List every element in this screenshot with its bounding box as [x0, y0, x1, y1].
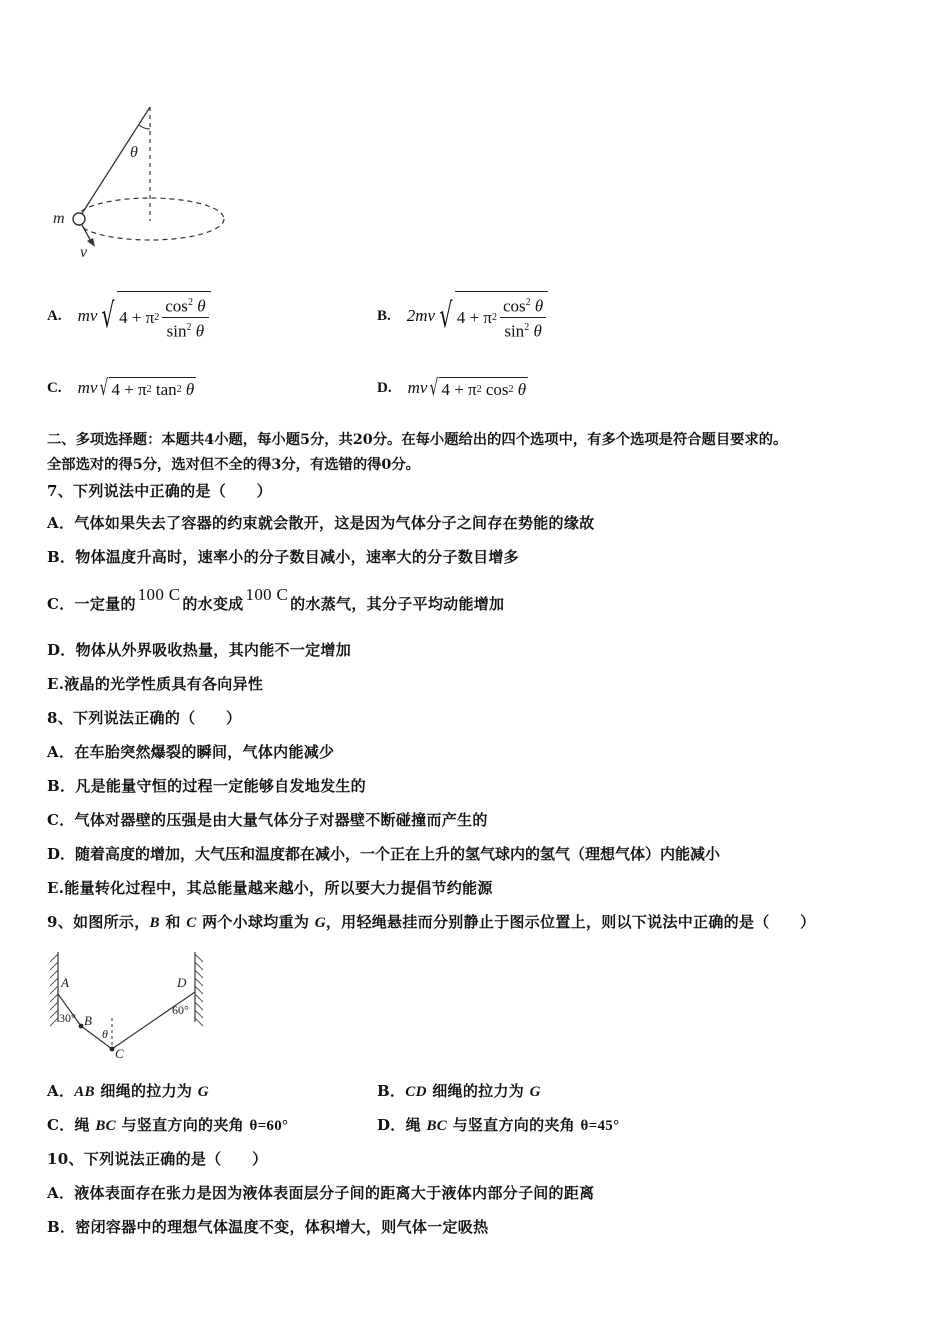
- sqrt-expression: [97, 376, 196, 401]
- mid: 细绳的拉力为: [94, 1082, 198, 1100]
- q7-stem: 7、下列说法中正确的是（ ）: [47, 482, 272, 500]
- den-var: θ: [533, 321, 542, 341]
- pi-square: 2: [476, 384, 482, 395]
- mid: 与竖直方向的夹角: [116, 1116, 250, 1134]
- radicand: [455, 291, 548, 340]
- theta-arc: [139, 125, 150, 129]
- label-c: C: [115, 1046, 124, 1061]
- q8-option-b[interactable]: B．凡是能量守恒的过程一定能够自发地发生的: [47, 777, 366, 795]
- var: AB: [74, 1084, 95, 1100]
- fn: cos: [485, 379, 509, 399]
- prefix: D．绳: [377, 1116, 427, 1134]
- label-a: A: [61, 975, 69, 990]
- prefix: C．绳: [47, 1116, 96, 1134]
- option-letter: C.: [47, 379, 62, 396]
- num-square: 2: [187, 297, 193, 309]
- radical-sign: √: [101, 296, 115, 336]
- q7-c-temp2: 100 C: [245, 585, 289, 604]
- q9-stem-mid: 两个小球均重为: [202, 913, 310, 931]
- q9-stem-post: ，用轻绳悬挂而分别静止于图示位置上，则以下说法中正确的是（ ）: [325, 913, 816, 931]
- q9-and: 和: [165, 913, 181, 931]
- q8-option-c[interactable]: C．气体对器壁的压强是由大量气体分子对器壁不断碰撞而产生的: [47, 811, 488, 829]
- q8-option-a[interactable]: A．在车胎突然爆裂的瞬间，气体内能减少: [47, 743, 335, 761]
- var: BC: [95, 1118, 116, 1134]
- section2-scoring: 全部选对的得5分，选对但不全的得3分，有选错的得0分。: [47, 457, 420, 473]
- coef: mv: [77, 378, 98, 397]
- val: θ=60°: [249, 1118, 289, 1134]
- den-square: 2: [186, 322, 192, 333]
- sqrt-expression: [427, 376, 528, 401]
- mass-ball: [73, 213, 85, 225]
- q9-option-a[interactable]: [47, 1080, 209, 1101]
- q6-option-b[interactable]: [377, 288, 548, 344]
- q6-option-a[interactable]: [47, 288, 211, 344]
- q10-option-a[interactable]: A．液体表面存在张力是因为液体表面层分子间的距离大于液体内部分子间的距离: [47, 1184, 595, 1202]
- val: θ=45°: [580, 1118, 620, 1134]
- rope-cd: [112, 992, 195, 1049]
- right-wall: [195, 952, 203, 1026]
- val: G: [529, 1084, 541, 1100]
- q6-option-c[interactable]: [47, 372, 196, 404]
- theta-label: θ: [130, 144, 138, 161]
- q7-c-temp1: 100 C: [137, 585, 181, 604]
- q7-c-pre: C．一定量的: [47, 595, 136, 613]
- ball-c: [110, 1047, 115, 1052]
- ball-b: [79, 1024, 84, 1029]
- q9-option-b[interactable]: [377, 1080, 541, 1101]
- sqrt-expression: [435, 291, 548, 340]
- under: 4 + π: [441, 379, 477, 399]
- option-letter: B.: [377, 307, 391, 324]
- q7-c-post: 的水蒸气，其分子平均动能增加: [290, 595, 505, 613]
- option-letter: A.: [47, 307, 62, 324]
- q10-stem: 10、下列说法正确的是（ ）: [47, 1150, 268, 1168]
- radicand: [109, 377, 196, 400]
- fraction: [162, 294, 208, 340]
- pi-square: 2: [146, 384, 152, 395]
- q7-option-c[interactable]: [47, 585, 505, 614]
- pi-square: 2: [491, 312, 497, 323]
- q7-c-mid: 的水变成: [182, 595, 244, 613]
- fn: tan: [155, 379, 177, 399]
- den-square: 2: [524, 322, 530, 333]
- q9-figure: [44, 946, 214, 1062]
- var: θ: [517, 379, 527, 399]
- sqrt-expression: [97, 291, 210, 340]
- q9-ball-c: C: [186, 915, 197, 931]
- var: CD: [405, 1084, 427, 1100]
- coef: 2mv: [406, 306, 436, 325]
- q9-option-d[interactable]: [377, 1114, 619, 1135]
- prefix: A．: [47, 1082, 75, 1100]
- angle-60: 60°: [172, 1003, 189, 1017]
- q9-option-c[interactable]: [47, 1114, 288, 1135]
- num-var: θ: [197, 297, 206, 316]
- coef: mv: [407, 378, 428, 397]
- q9-stem: [47, 911, 815, 932]
- option-letter: D.: [377, 379, 392, 396]
- q8-stem: 8、下列说法正确的（ ）: [47, 709, 242, 727]
- radicand: [439, 377, 528, 400]
- under: 4 + π: [119, 307, 155, 327]
- mid: 与竖直方向的夹角: [447, 1116, 581, 1134]
- under: 4 + π: [111, 379, 147, 399]
- q9-stem-pre: 9、如图所示，: [47, 913, 150, 931]
- var: BC: [426, 1118, 448, 1134]
- label-b: B: [84, 1013, 92, 1028]
- q6-option-d[interactable]: [377, 372, 528, 404]
- radical-sign: √: [439, 296, 453, 336]
- num-square: 2: [525, 297, 531, 309]
- mass-label: m: [53, 210, 65, 227]
- q7-option-a[interactable]: A．气体如果失去了容器的约束就会散开，这是因为气体分子之间存在势能的缘故: [47, 514, 595, 532]
- velocity-arrowhead: [87, 238, 95, 247]
- q7-option-e[interactable]: E.液晶的光学性质具有各向异性: [47, 675, 264, 693]
- string-line: [81, 107, 150, 215]
- angle-30: 30°: [59, 1011, 76, 1025]
- q9-ball-b: B: [149, 915, 160, 931]
- q8-option-d[interactable]: D．随着高度的增加，大气压和温度都在减小，一个正在上升的氢气球内的氢气（理想气体）内能减小: [47, 845, 721, 863]
- q7-option-d[interactable]: D．物体从外界吸收热量，其内能不一定增加: [47, 641, 352, 659]
- fraction: [500, 294, 546, 340]
- num-var: θ: [534, 297, 544, 316]
- numerator-fn: cos: [502, 297, 526, 316]
- q10-option-b[interactable]: B．密闭容器中的理想气体温度不变，体积增大，则气体一定吸热: [47, 1218, 489, 1236]
- prefix: B．: [377, 1082, 406, 1100]
- numerator-fn: cos: [165, 297, 188, 316]
- under: 4 + π: [456, 307, 492, 327]
- label-d: D: [177, 975, 187, 990]
- denominator-fn: sin: [166, 321, 187, 341]
- radical-sign: √: [100, 375, 109, 401]
- q7-option-b[interactable]: B．物体温度升高时，速率小的分子数目减小，速率大的分子数目增多: [47, 548, 519, 566]
- q8-option-e[interactable]: E.能量转化过程中，其总能量越来越小，所以要大力提倡节约能源: [47, 879, 493, 897]
- q9-weight: G: [314, 915, 326, 931]
- pi-square: 2: [154, 312, 160, 323]
- radicand: [117, 291, 210, 340]
- val: G: [197, 1084, 209, 1100]
- var: θ: [185, 379, 195, 399]
- mid: 细绳的拉力为: [426, 1082, 530, 1100]
- den-var: θ: [195, 321, 205, 341]
- radical-sign: √: [430, 375, 439, 401]
- fn-square: 2: [176, 384, 182, 395]
- theta-label: θ: [102, 1027, 108, 1041]
- denominator-fn: sin: [504, 321, 525, 341]
- conical-pendulum-figure: [40, 95, 240, 265]
- fn-square: 2: [508, 384, 514, 395]
- section2-heading: 二、多项选择题：本题共4小题，每小题5分，共20分。在每小题给出的四个选项中，有多个选项是符合题目要求的。: [47, 432, 788, 448]
- left-wall: [50, 952, 58, 1026]
- coef: mv: [77, 306, 98, 325]
- velocity-label: v: [80, 244, 88, 261]
